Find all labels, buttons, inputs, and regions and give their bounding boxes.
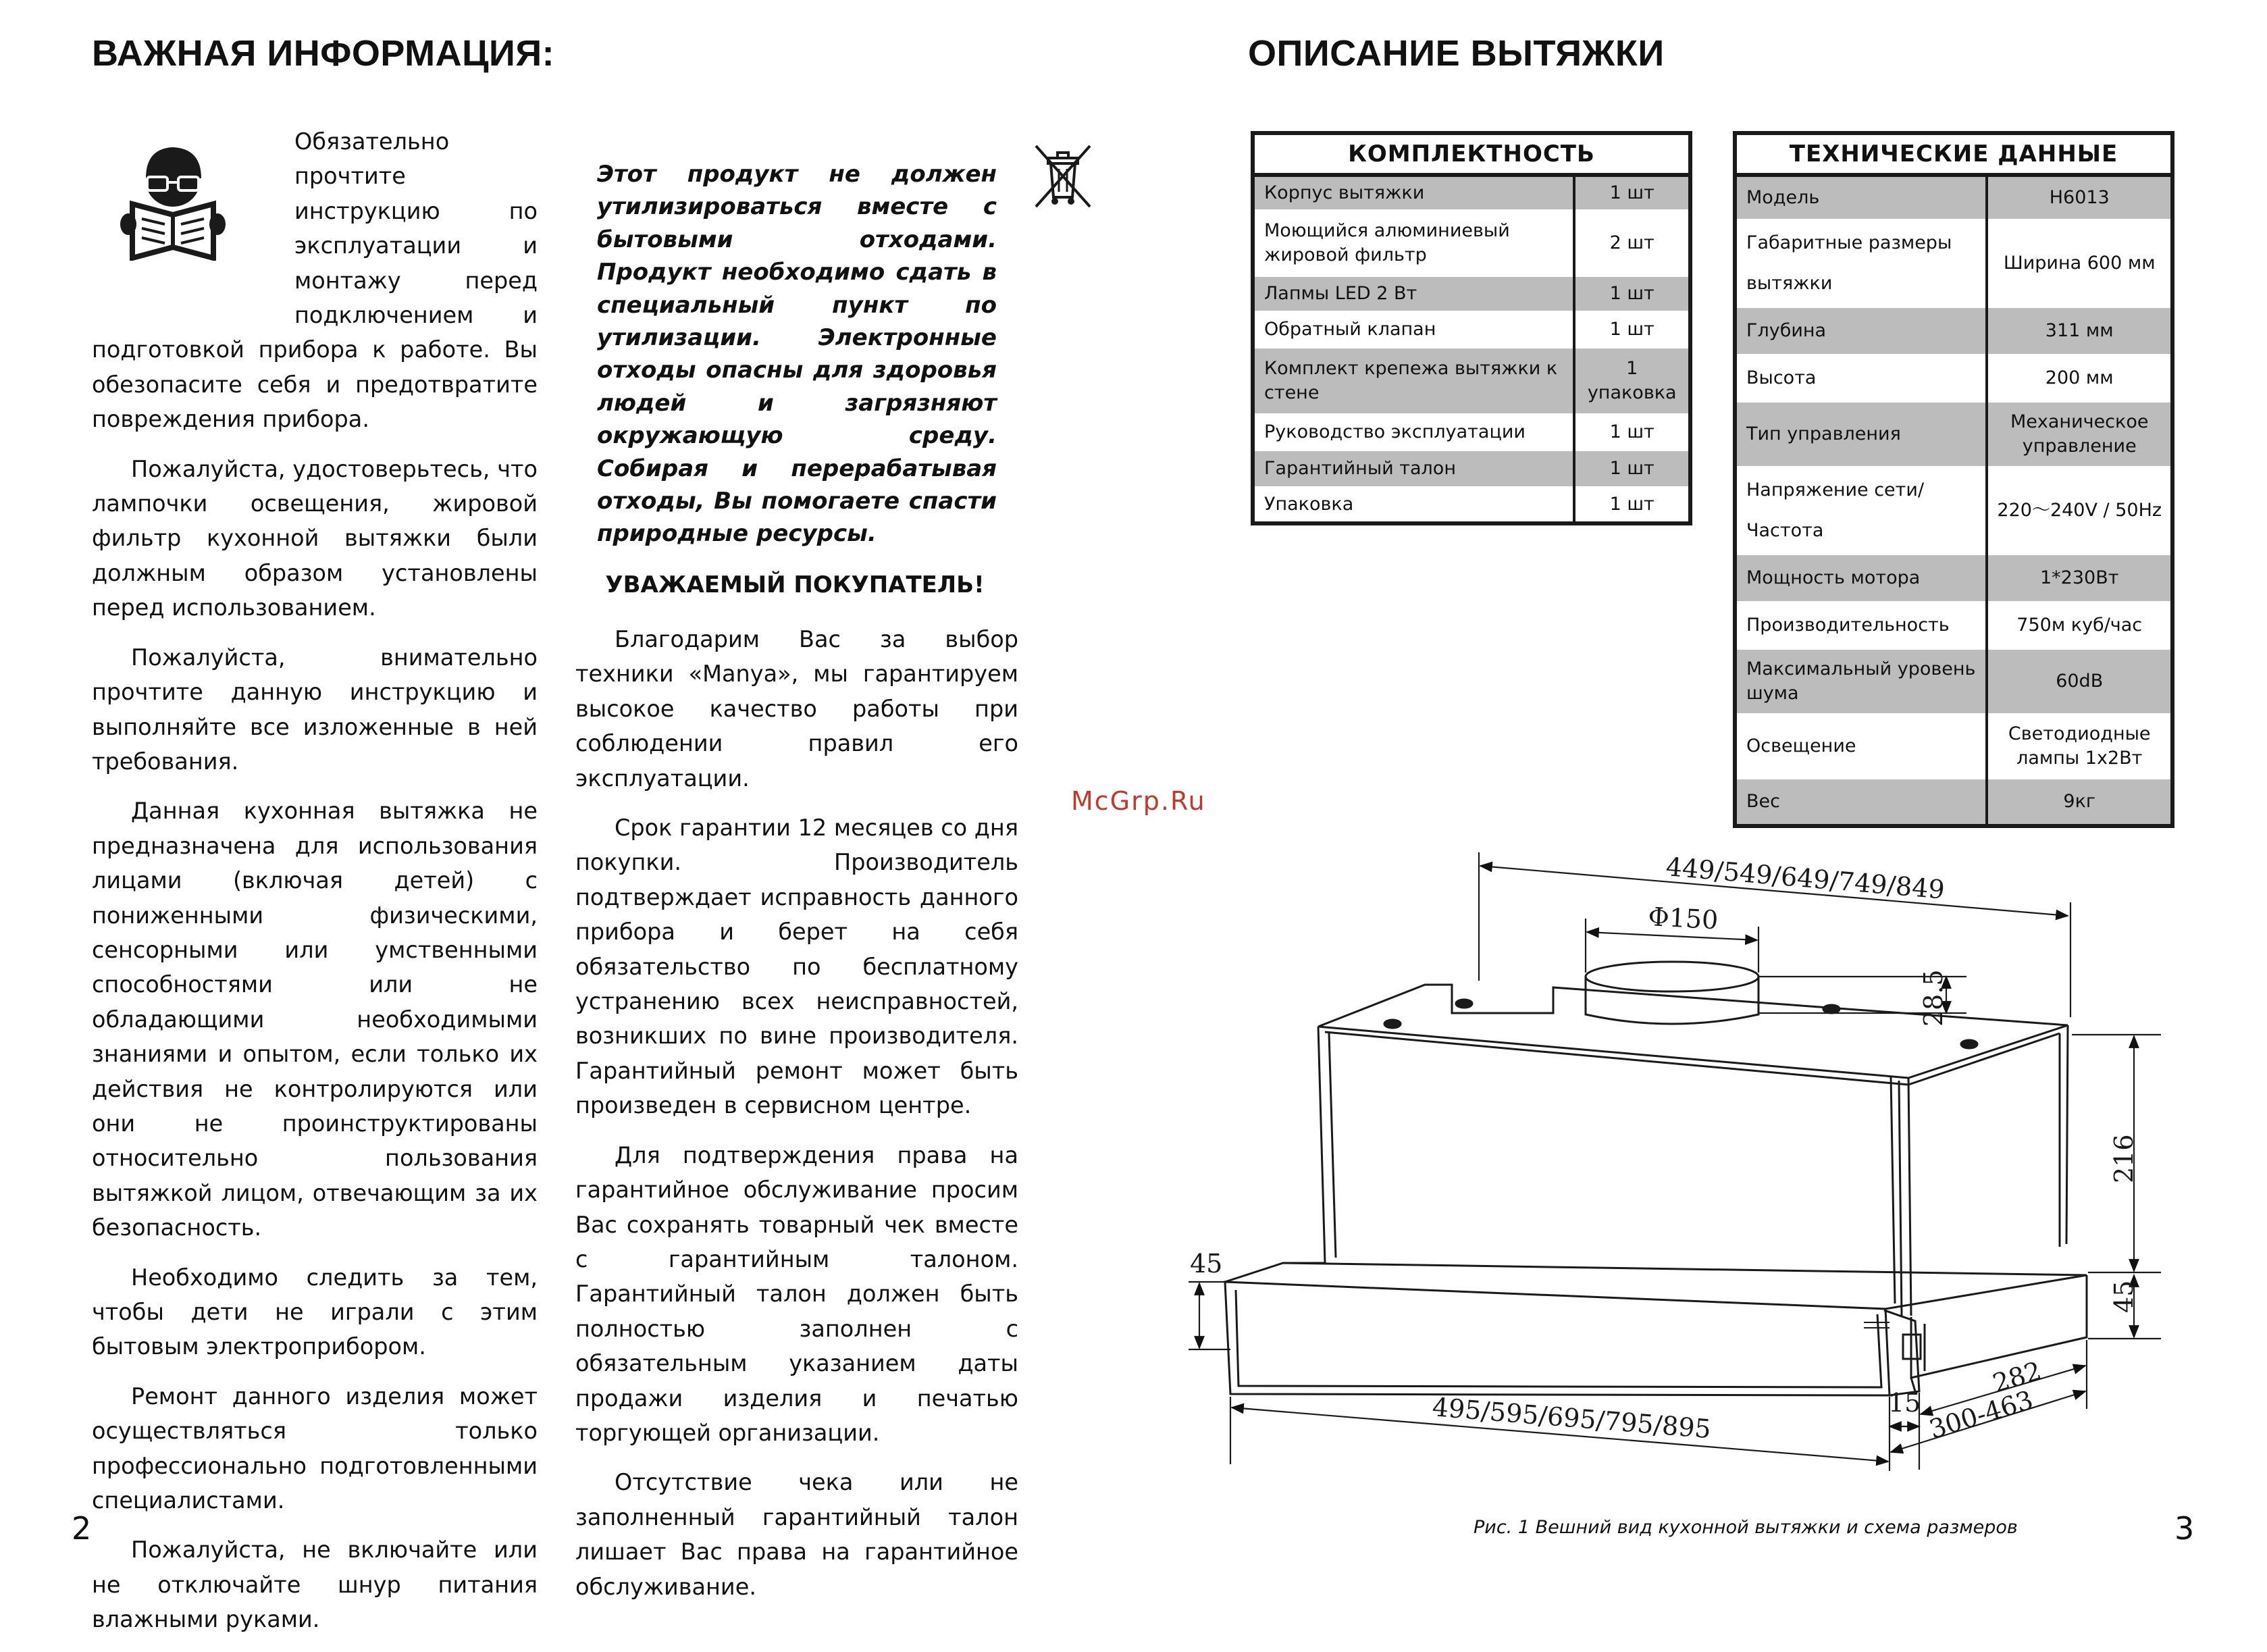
tech-param-value: Механическое управление (1987, 402, 2172, 467)
tech-param-name: Тип управления (1735, 402, 1987, 467)
tech-param-value: 9кг (1987, 779, 2172, 826)
tech-param-name: Производительность (1735, 602, 1987, 649)
middle-para-1: Благодарим Вас за выбор техники «Manya», мы гарантируем высокое качество работы при соблюдении правил его эксплуатации. (575, 626, 1018, 792)
table-row (1735, 175, 2172, 220)
table-row (1253, 348, 1690, 414)
dim-height: 216 (2109, 1134, 2139, 1183)
tech-table-header: ТЕХНИЧЕСКИЕ ДАННЫЕ (1735, 133, 2172, 175)
left-para-5: Необходимо следить за тем, чтобы дети не играли с этим бытовым электроприбором. (92, 1264, 538, 1360)
watermark: McGrp.Ru (1071, 786, 1206, 816)
tech-param-value: 750м куб/час (1987, 602, 2172, 649)
middle-column-text (575, 622, 1018, 1619)
table-row (1735, 714, 2172, 779)
left-page-title: ВАЖНАЯ ИНФОРМАЦИЯ: (92, 33, 555, 74)
kit-item-qty: 1 упаковка (1574, 348, 1690, 414)
tech-param-value: 60dB (1987, 649, 2172, 714)
dim-depth: 282 (1989, 1356, 2045, 1399)
left-para-1: Обязательно прочтите инструкцию по эксплуатации и монтажу перед подключением и подготовкой прибора к работе. Вы обезопасите себя и предотвратите повреждения прибора. (92, 128, 538, 433)
table-row (1735, 779, 2172, 826)
left-para-6: Ремонт данного изделия может осуществляться только профессионально подготовленными специалистами. (92, 1383, 538, 1514)
tech-param-value: Светодиодные лампы 1x2Вт (1987, 714, 2172, 779)
table-row (1735, 220, 2172, 307)
kit-item-qty: 1 шт (1574, 311, 1690, 348)
tech-param-name: Освещение (1735, 714, 1987, 779)
kit-item-name: Корпус вытяжки (1253, 175, 1574, 210)
table-row (1735, 602, 2172, 649)
table-row (1735, 554, 2172, 602)
tech-param-name: Напряжение сети/ Частота (1735, 467, 1987, 554)
kit-item-name: Гарантийный талон (1253, 450, 1574, 487)
tech-param-value: Ширина 600 мм (1987, 220, 2172, 307)
table-row (1253, 210, 1690, 276)
kit-item-qty: 1 шт (1574, 276, 1690, 311)
table-row (1735, 355, 2172, 402)
recycling-warning: Этот продукт не должен утилизироваться вместе с бытовыми отходами. Продукт необходимо сдать в специальный пункт по утилизации. Электронные отходы опасны для здоровья людей и загрязняют окружающую среду. Собирая и перерабатывая отходы, Вы помогаете спасти природные ресурсы. (597, 161, 997, 548)
tech-param-name: Высота (1735, 355, 1987, 402)
kit-item-name: Руководство эксплуатации (1253, 414, 1574, 450)
middle-para-2: Срок гарантии 12 месяцев со дня покупки. Производитель подтверждает исправность данного прибора и берет на себя обязательство по бесплатному устранению всех неисправностей, возникших по вине производителя. Гарантийный ремонт может быть произведен в сервисном центре. (575, 815, 1018, 1119)
tech-param-name: Мощность мотора (1735, 554, 1987, 602)
left-para-2: Пожалуйста, удостоверьтесь, что лампочки освещения, жировой фильтр кухонной вытяжки были должным образом установлены перед использованием. (92, 455, 538, 621)
kit-item-name: Обратный клапан (1253, 311, 1574, 348)
left-column-text (92, 124, 538, 1652)
tech-param-name: Габаритные размеры вытяжки (1735, 220, 1987, 307)
right-page-number: 3 (2174, 1510, 2195, 1547)
table-row (1253, 311, 1690, 348)
tech-param-name: Вес (1735, 779, 1987, 826)
tech-param-value: 1*230Вт (1987, 554, 2172, 602)
left-para-3: Пожалуйста, внимательно прочтите данную инструкцию и выполняйте все изложенные в ней требования. (92, 644, 538, 775)
dim-width-bottom: 495/595/695/795/895 (1431, 1392, 1713, 1445)
kit-item-qty: 1 шт (1574, 414, 1690, 450)
table-row (1253, 487, 1690, 523)
kit-item-name: Лапмы LED 2 Вт (1253, 276, 1574, 311)
dear-customer-heading: УВАЖАЕМЫЙ ПОКУПАТЕЛЬ! (605, 571, 985, 598)
table-row (1735, 467, 2172, 554)
kit-table (1251, 131, 1692, 525)
kit-item-name: Упаковка (1253, 487, 1574, 523)
table-row (1735, 307, 2172, 355)
kit-item-qty: 1 шт (1574, 450, 1690, 487)
dim-depth-range: 300-463 (1925, 1385, 2037, 1445)
tech-param-value: H6013 (1987, 175, 2172, 220)
dim-width-top: 449/549/649/749/849 (1665, 852, 1946, 905)
middle-para-4: Отсутствие чека или не заполненный гарантийный талон лишает Вас права на гарантийное обслуживание. (575, 1469, 1018, 1600)
left-para-7: Пожалуйста, не включайте или не отключайте шнур питания влажными руками. (92, 1537, 538, 1633)
tech-param-value: 220〜240V / 50Hz (1987, 467, 2172, 554)
left-para-4: Данная кухонная вытяжка не предназначена для использования лицами (включая детей) с пониженными физическими, сенсорными или умственными способностями или не обладающими необходимыми знаниями и опытом, если только их действия не контролируются или они не проинструктированы относительно пользования вытяжкой лицом, отвечающим за их безопасность. (92, 798, 538, 1241)
dim-offset: 15 (1888, 1388, 1921, 1418)
tech-param-value: 311 мм (1987, 307, 2172, 355)
table-row (1253, 450, 1690, 487)
dim-duct-diameter: Φ150 (1647, 902, 1719, 935)
kit-item-name: Комплект крепежа вытяжки к стене (1253, 348, 1574, 414)
dim-duct-height: 28.5 (1919, 969, 1948, 1027)
crossed-bin-icon (1032, 142, 1094, 209)
kit-item-qty: 1 шт (1574, 175, 1690, 210)
figure-caption: Рис. 1 Вешний вид кухонной вытяжки и схема размеров (1474, 1517, 2018, 1538)
left-page-number: 2 (72, 1510, 92, 1547)
right-page-title: ОПИСАНИЕ ВЫТЯЖКИ (1248, 33, 1665, 74)
table-row (1735, 402, 2172, 467)
kit-item-qty: 2 шт (1574, 210, 1690, 276)
kit-item-name: Моющийся алюминиевый жировой фильтр (1253, 210, 1574, 276)
kit-item-qty: 1 шт (1574, 487, 1690, 523)
tech-param-name: Модель (1735, 175, 1987, 220)
hood-drawing (1175, 837, 2161, 1472)
table-row (1735, 649, 2172, 714)
tech-data-table (1733, 131, 2174, 828)
table-row (1253, 414, 1690, 450)
tech-param-name: Глубина (1735, 307, 1987, 355)
kit-table-header: КОМПЛЕКТНОСТЬ (1253, 133, 1690, 175)
tech-param-value: 200 мм (1987, 355, 2172, 402)
middle-para-3: Для подтверждения права на гарантийное обслуживание просим Вас сохранять товарный чек вместе с гарантийным талоном. Гарантийный талон должен быть полностью заполнен с обязательным указанием даты продажи изделия и печатью торгующей организации. (575, 1141, 1018, 1446)
table-row (1253, 276, 1690, 311)
dim-front-height-left: 45 (1190, 1249, 1223, 1279)
dim-front-height-right: 45 (2109, 1280, 2139, 1313)
tech-param-name: Максимальный уровень шума (1735, 649, 1987, 714)
table-row (1253, 175, 1690, 210)
